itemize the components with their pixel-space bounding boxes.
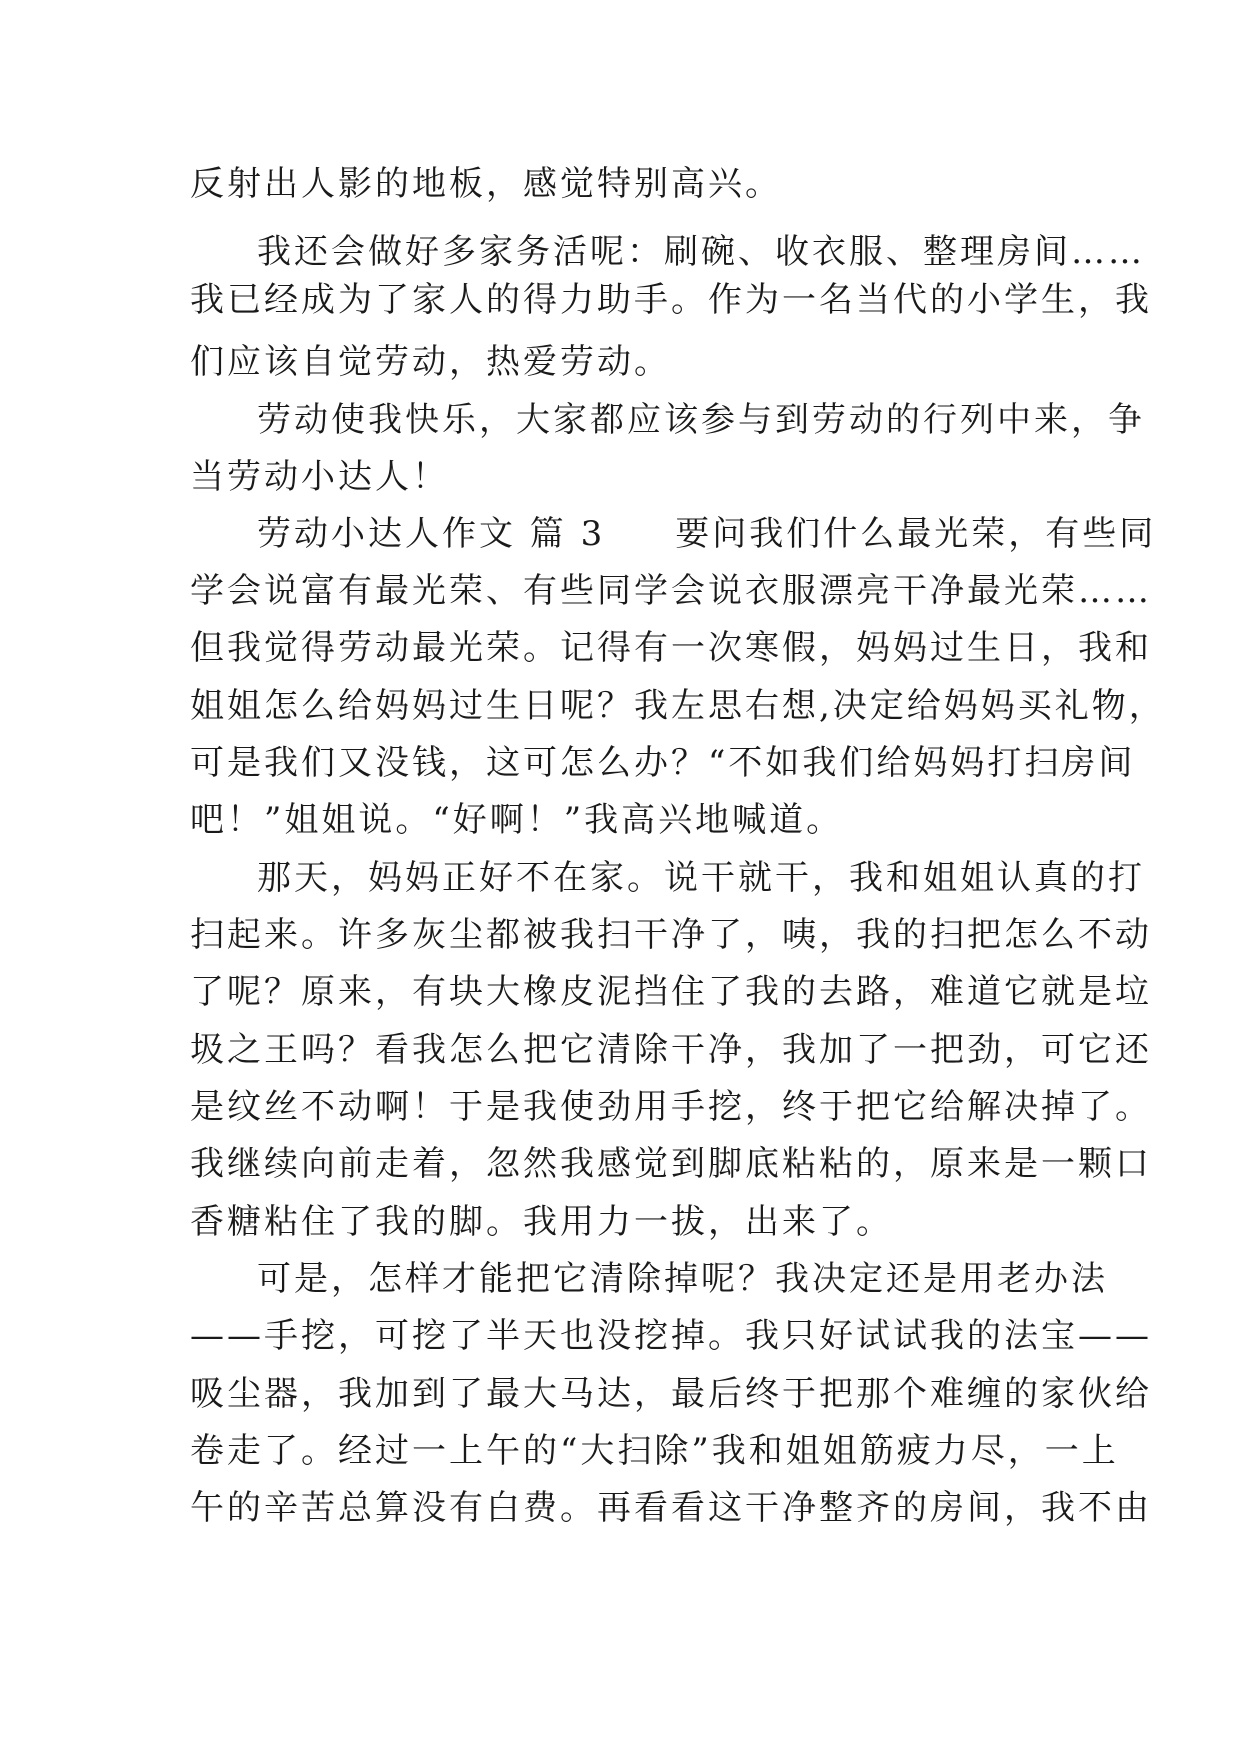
text-line: 我还会做好多家务活呢：刷碗、收衣服、整理房间……: [257, 232, 1145, 272]
text-line: 吸尘器，我加到了最大马达，最后终于把那个难缠的家伙给: [190, 1374, 1152, 1414]
text-line: 要问我们什么最光荣，有些同: [675, 514, 1157, 554]
text-line: 了呢？原来，有块大橡皮泥挡住了我的去路，难道它就是垃: [190, 972, 1152, 1012]
text-line: 圾之王吗？看我怎么把它清除干净，我加了一把劲，可它还: [190, 1030, 1152, 1070]
text-line: 我已经成为了家人的得力助手。作为一名当代的小学生，我: [190, 280, 1152, 320]
text-line: 可是我们又没钱，这可怎么办？“不如我们给妈妈打扫房间: [190, 743, 1136, 783]
text-line: 我继续向前走着，忽然我感觉到脚底粘粘的，原来是一颗口: [190, 1144, 1152, 1184]
text-line: 吧！”姐姐说。“好啊！”我高兴地喊道。: [190, 800, 844, 840]
text-line: 可是，怎样才能把它清除掉呢？我决定还是用老办法: [257, 1259, 1108, 1299]
text-line: 扫起来。许多灰尘都被我扫干净了，咦，我的扫把怎么不动: [190, 915, 1152, 955]
text-line: 反射出人影的地板，感觉特别高兴。: [190, 164, 782, 204]
text-line: 香糖粘住了我的脚。我用力一拔，出来了。: [190, 1202, 893, 1242]
section-heading-line: [257, 514, 1156, 554]
section-heading: 劳动小达人作文 篇 3: [257, 514, 606, 554]
text-line: 当劳动小达人！: [190, 457, 449, 497]
text-line: 们应该自觉劳动，热爱劳动。: [190, 342, 671, 382]
text-line: ——手挖，可挖了半天也没挖掉。我只好试试我的法宝——: [190, 1316, 1152, 1356]
text-line: 劳动使我快乐，大家都应该参与到劳动的行列中来，争: [257, 400, 1145, 440]
text-line: 姐姐怎么给妈妈过生日呢？我左思右想,决定给妈妈买礼物，: [190, 686, 1166, 726]
text-line: 学会说富有最光荣、有些同学会说衣服漂亮干净最光荣……: [190, 571, 1152, 611]
text-line: 卷走了。经过一上午的“大扫除”我和姐姐筋疲力尽，一上: [190, 1431, 1119, 1471]
text-line: 那天，妈妈正好不在家。说干就干，我和姐姐认真的打: [257, 858, 1145, 898]
text-line: 是纹丝不动啊！于是我使劲用手挖，终于把它给解决掉了。: [190, 1087, 1152, 1127]
text-line: 但我觉得劳动最光荣。记得有一次寒假，妈妈过生日，我和: [190, 628, 1152, 668]
text-line: 午的辛苦总算没有白费。再看看这干净整齐的房间，我不由: [190, 1488, 1152, 1528]
